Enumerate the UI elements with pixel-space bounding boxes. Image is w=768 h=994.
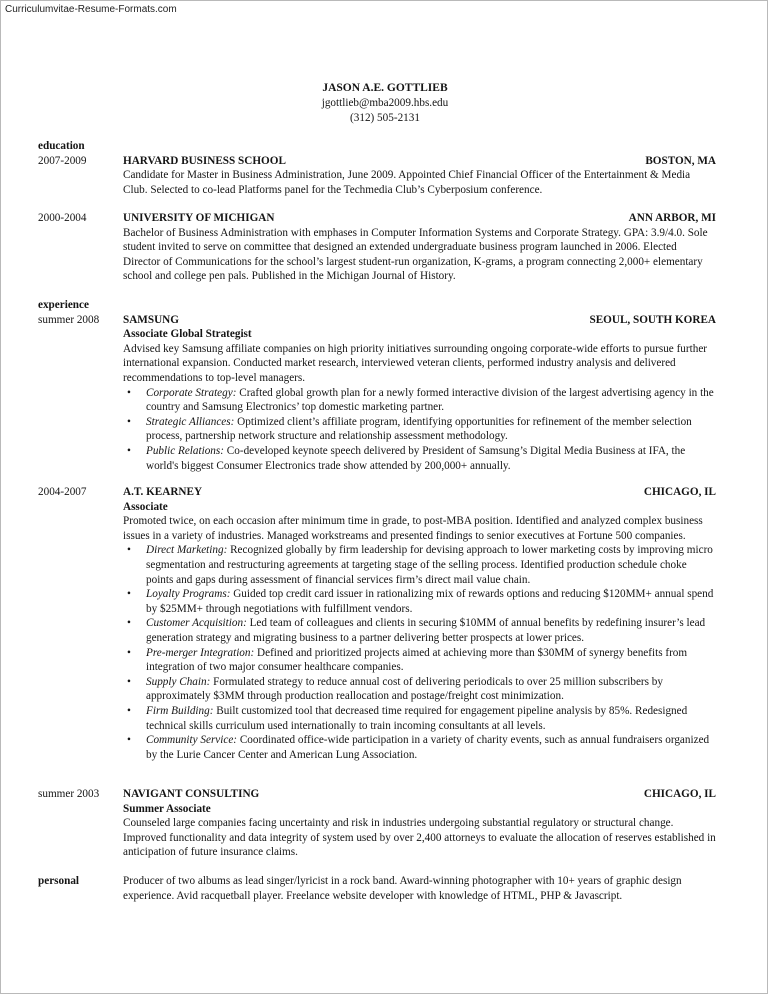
bullet-text: Defined and prioritized projects aimed at achieving more than $30MM of synergy benefits from integration of two major consumer healthcare companies. bbox=[146, 646, 688, 674]
entry-organization: A.T. KEARNEY bbox=[123, 486, 203, 498]
list-item bbox=[123, 733, 716, 762]
entry-date: 2000-2004 bbox=[38, 212, 87, 224]
entry-organization: SAMSUNG bbox=[123, 313, 179, 326]
section-label-experience: experience bbox=[38, 299, 89, 311]
bullet-text: Co-developed keynote speech delivered by President of Samsung’s Digital Media Business at IFA, the world's biggest Consumer Electronics trade show attended by 200,000+ annually. bbox=[146, 444, 686, 472]
entry-organization: NAVIGANT CONSULTING bbox=[123, 788, 260, 800]
bullet-text: Crafted global growth plan for a newly formed interactive division of the largest advertising agency in the country and Samsung Electronics’ top domestic marketing partner. bbox=[146, 386, 714, 414]
bullet-list bbox=[123, 386, 716, 474]
list-item bbox=[123, 444, 716, 473]
list-item bbox=[123, 646, 716, 675]
bullet-text: Coordinated office-wide participation in a variety of charity events, such as annual fundraisers organized by the Lurie Cancer Center and American Lung Association. bbox=[146, 734, 710, 761]
section-label-education: education bbox=[38, 140, 85, 152]
entry-date: 2004-2007 bbox=[38, 486, 87, 498]
entry-description: Counseled large companies facing uncertainty and risk in industries undergoing substantial regulatory or structural change. Improved functionality and data integrity of system used by over 2,400 attorneys to evaluate the allocation of reserves established in anticipation of future insurance claims. bbox=[123, 817, 716, 859]
list-item bbox=[123, 616, 716, 645]
entry-location: CHICAGO, IL bbox=[643, 486, 716, 498]
bullet-label: Public Relations: bbox=[146, 444, 224, 457]
bullet-label: Strategic Alliances: bbox=[146, 415, 235, 428]
entry-job-title: Associate bbox=[123, 500, 168, 513]
list-item bbox=[123, 675, 716, 704]
bullet-text: Recognized globally by firm leadership for devising approach to lower marketing costs by improving micro segmentation and restructuring agreements at targeting stage of the selling process. Identified production schedule choke points and gaps during assessment of financial services firm’s direct mail value chain. bbox=[146, 544, 713, 586]
bullet-text: Led team of colleagues and clients in securing $10MM of annual benefits by redefining insurer’s lead generation strategy and migrating business to a partner delivering better prospects at lower prices. bbox=[146, 617, 706, 644]
bullet-list bbox=[123, 543, 716, 762]
bullet-text: Optimized client’s affiliate program, identifying opportunities for refinement of the member selection process, partnership network structure and relationship assessment methodology. bbox=[146, 415, 692, 443]
candidate-phone: (312) 505-2131 bbox=[350, 112, 420, 124]
entry-organization: HARVARD BUSINESS SCHOOL bbox=[123, 154, 286, 167]
entry-date: 2007-2009 bbox=[38, 154, 87, 167]
entry-description: Candidate for Master in Business Administration, June 2009. Appointed Chief Financial Officer of the Entertainment & Media Club. Selected to co-lead Platforms panel for the Techmedia Club’s Cyberposium conference. bbox=[123, 169, 691, 196]
entry-description: Promoted twice, on each occasion after minimum time in grade, to post-MBA position. Identified and analyzed complex business issues in a variety of industries. Managed workstreams and presented findings to senior executives at Fortune 500 companies. bbox=[123, 515, 703, 542]
candidate-name: JASON A.E. GOTTLIEB bbox=[322, 82, 448, 94]
entry-description: Bachelor of Business Administration with emphases in Computer Information Systems and Corporate Strategy. GPA: 3.9/4.0. Sole student invited to serve on committee that designed an extended undergraduate business program launched in 2006. Elected Director of Communications for the school’s largest student-run organization, K-grams, a program connecting 2,000+ elementary school and college pen pals. Published in the Michigan Journal of History. bbox=[123, 226, 708, 283]
bullet-label: Firm Building: bbox=[146, 704, 214, 717]
list-item bbox=[123, 386, 716, 415]
bullet-label: Pre-merger Integration: bbox=[146, 646, 255, 659]
entry-date: summer 2003 bbox=[38, 788, 100, 800]
bullet-label: Direct Marketing: bbox=[146, 544, 228, 557]
bullet-text: Guided top credit card issuer in rationalizing mix of rewards options and reducing $120MM+ annual spend by $25MM+ through negotiations with fulfillment vendors. bbox=[146, 588, 714, 615]
entry-location: BOSTON, MA bbox=[645, 154, 716, 167]
candidate-email: jgottlieb@mba2009.hbs.edu bbox=[321, 97, 449, 109]
bullet-text: Built customized tool that decreased time required for engagement pipeline analysis by 85%. Redesigned technical skills curriculum used internationally to train incoming consultants at all levels. bbox=[146, 704, 688, 732]
list-item bbox=[123, 415, 716, 444]
bullet-label: Loyalty Programs: bbox=[146, 588, 231, 601]
list-item bbox=[123, 587, 716, 616]
bullet-label: Supply Chain: bbox=[146, 675, 211, 688]
list-item bbox=[123, 543, 716, 587]
bullet-label: Customer Acquisition: bbox=[146, 617, 247, 630]
resume-header bbox=[1, 81, 768, 126]
entry-date: summer 2008 bbox=[38, 313, 100, 326]
bullet-label: Community Service: bbox=[146, 734, 238, 747]
entry-location: ANN ARBOR, MI bbox=[628, 212, 716, 224]
personal-description: Producer of two albums as lead singer/lyricist in a rock band. Award-winning photographer with 10+ years of graphic design experience. Avid racquetball player. Freelance website developer with knowledge of HTML, PHP & Javascript. bbox=[123, 875, 682, 902]
site-watermark: Curriculumvitae-Resume-Formats.com bbox=[5, 4, 177, 15]
section-label-personal: personal bbox=[38, 875, 80, 887]
entry-description: Advised key Samsung affiliate companies on high priority initiatives surrounding ongoing corporate-wide efforts to pursue further international expansion. Conducted market research, interviewed veteran clients, performed industry analysis and delivered recommendations to top-level managers. bbox=[123, 342, 708, 384]
bullet-text: Formulated strategy to reduce annual cost of delivering periodicals to over 25 million subscribers by approximately $3MM through production reallocation and postage/freight cost minimization. bbox=[146, 675, 663, 703]
entry-location: CHICAGO, IL bbox=[643, 788, 716, 800]
bullet-label: Corporate Strategy: bbox=[146, 386, 237, 399]
entry-job-title: Associate Global Strategist bbox=[123, 328, 252, 341]
entry-location: SEOUL, SOUTH KOREA bbox=[589, 313, 716, 326]
entry-job-title: Summer Associate bbox=[123, 802, 211, 815]
list-item bbox=[123, 704, 716, 733]
entry-organization: UNIVERSITY OF MICHIGAN bbox=[123, 212, 275, 224]
